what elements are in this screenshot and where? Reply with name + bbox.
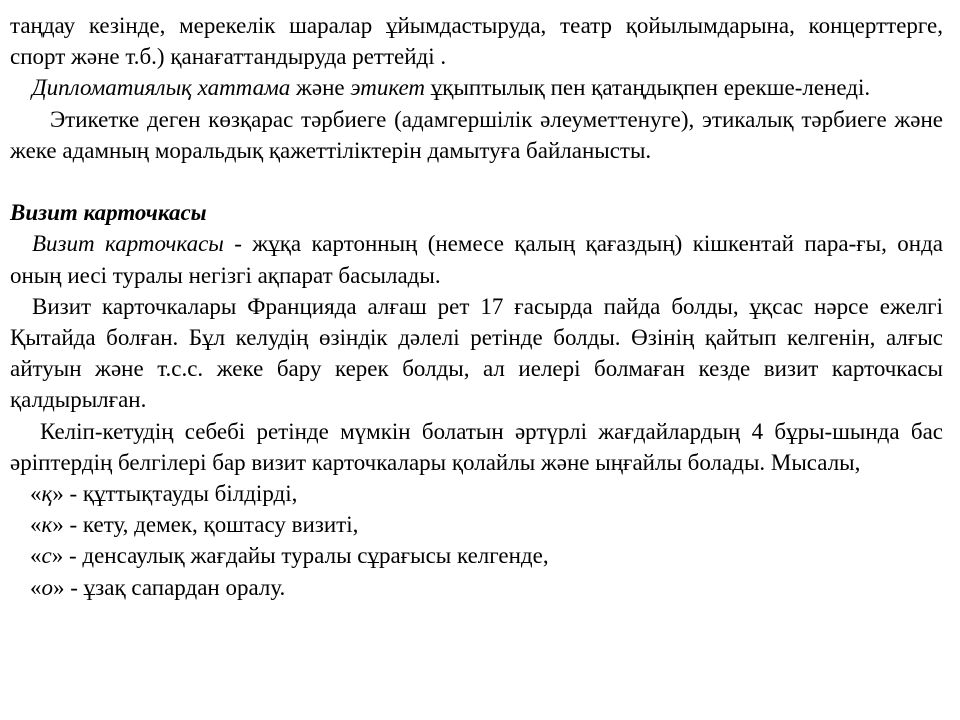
paragraph-4-rest: - жұқа картонның (немесе қалың қағаздың) кішкентай пара-ғы, онда оның иесі туралы негізгі ақпарат басылады. (10, 231, 943, 288)
paragraph-2-rest: ұқыптылық пен қатаңдықпен ерекше-ленеді. (425, 75, 871, 101)
list-item: «к» - кету, демек, қоштасу визиті, (30, 512, 359, 538)
paragraph-3: Этикетке деген көзқарас тәрбиеге (адамгершілік әлеуметтенуге), этикалық тәрбиеге және жеке адамның моральдық қажеттіліктерін дамытуға байланысты. (10, 106, 943, 163)
term-business-card: Визит карточкасы (32, 231, 224, 257)
list-item-letter: қ (41, 481, 53, 507)
list-item: «о» - ұзақ сапардан оралу. (30, 574, 286, 600)
list-item-letter: с (41, 543, 52, 569)
list-item: «с» - денсаулық жағдайы туралы сұрағысы келгенде, (30, 543, 549, 569)
list-item-text: - кету, демек, қоштасу визиті, (63, 512, 359, 538)
blank-line (10, 166, 943, 197)
paragraph-6: Келіп-кетудің себебі ретінде мүмкін болатын әртүрлі жағдайлардың 4 бұры-шында бас әріптердің белгілері бар визит карточкалары қолайлы және ыңғайлы болады. Мысалы, (10, 418, 943, 475)
list-item: «қ» - құттықтауды білдірді, (30, 481, 298, 507)
paragraph-5: Визит карточкалары Францияда алғаш рет 17 ғасырда пайда болды, ұқсас нәрсе ежелгі Қытайда болған. Бұл келудің өзіндік дәлелі ретінде болды. Өзінің қайтып келгенін, алғыс айтуын және т.с.с. жеке бару керек болды, ал иелері болмаған кезде визит карточкасы қалдырылған. (10, 293, 943, 413)
document-page (10, 10, 943, 603)
paragraph-2 (10, 72, 943, 103)
abbreviation-list (10, 478, 943, 603)
paragraph-4 (10, 228, 943, 290)
list-item-text: - ұзақ сапардан оралу. (64, 574, 286, 600)
list-item-letter: о (41, 574, 53, 600)
paragraph-2-conjunction: және (290, 75, 351, 101)
paragraph-1: таңдау кезінде, мерекелік шаралар ұйымдастыруда, театр қойылымдарына, концерттерге, спорт және т.б.) қанағаттандыруда реттейді . (10, 13, 943, 70)
list-item-text: - құттықтауды білдірді, (63, 481, 298, 507)
list-item-letter: к (41, 512, 53, 538)
term-diplomatic-protocol: Дипломатиялық хаттама (32, 75, 291, 101)
term-etiquette: этикет (350, 75, 426, 101)
list-item-text: - денсаулық жағдайы туралы сұрағысы келгенде, (63, 543, 549, 569)
section-heading: Визит карточкасы (10, 200, 207, 226)
